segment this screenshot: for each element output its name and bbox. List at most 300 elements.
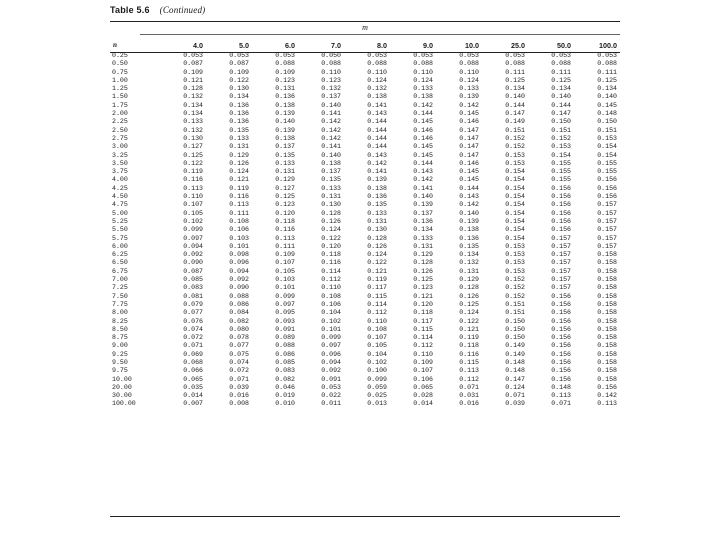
table-cell: 0.039 [229, 383, 249, 391]
table-cell: 0.139 [459, 93, 479, 101]
table-cell: 0.094 [183, 242, 203, 250]
table-cell: 0.137 [275, 143, 295, 151]
table-cell: 0.031 [459, 392, 479, 400]
table-cell: 0.110 [321, 284, 341, 292]
table-cell: 0.089 [275, 334, 295, 342]
table-cell: 0.158 [597, 367, 617, 375]
table-cell: 0.128 [321, 209, 341, 217]
table-cell: 0.133 [367, 209, 387, 217]
table-cell: 0.133 [413, 234, 433, 242]
table-cell: 0.130 [183, 134, 203, 142]
table-cell: 0.090 [183, 259, 203, 267]
table-row [110, 143, 620, 151]
table-cell: 0.153 [597, 134, 617, 142]
table-row [110, 60, 620, 68]
table-row [110, 135, 620, 143]
table-cell: 0.146 [459, 159, 479, 167]
table-cell: 0.151 [597, 126, 617, 134]
table-cell: 0.125 [459, 300, 479, 308]
table-cell: 0.135 [459, 242, 479, 250]
table-cell: 0.142 [459, 101, 479, 109]
data-table [110, 38, 620, 409]
table-row [110, 168, 620, 176]
header-row [110, 38, 620, 52]
table-cell: 0.053 [275, 52, 295, 59]
table-cell: 0.158 [597, 358, 617, 366]
table-cell: 0.146 [413, 126, 433, 134]
m-column-header: 4.0 [193, 40, 203, 50]
table-row [110, 293, 620, 301]
table-cell: 0.111 [275, 242, 295, 250]
table-cell: 0.053 [183, 52, 203, 59]
table-cell: 0.156 [551, 358, 571, 366]
table-cell: 0.116 [275, 226, 295, 234]
table-cell: 0.135 [367, 201, 387, 209]
table-cell: 0.099 [367, 375, 387, 383]
table-cell: 0.076 [183, 317, 203, 325]
m-column-header: 7.0 [331, 40, 341, 50]
table-cell: 0.046 [275, 383, 295, 391]
table-row [110, 201, 620, 209]
table-cell: 0.140 [459, 209, 479, 217]
table-cell: 0.136 [229, 110, 249, 118]
table-cell: 0.124 [367, 76, 387, 84]
table-cell: 0.106 [229, 226, 249, 234]
table-cell: 0.136 [413, 217, 433, 225]
table-cell: 0.156 [551, 342, 571, 350]
table-cell: 0.016 [229, 392, 249, 400]
table-cell: 0.105 [367, 342, 387, 350]
table-cell: 0.096 [321, 350, 341, 358]
table-cell: 0.092 [183, 251, 203, 259]
m-spanner-rule [140, 34, 620, 35]
table-cell: 0.154 [505, 226, 525, 234]
table-cell: 0.141 [321, 143, 341, 151]
bottom-rule [110, 516, 620, 517]
table-cell: 0.154 [505, 184, 525, 192]
n-value-cell: 2.50 [112, 126, 128, 134]
table-cell: 0.125 [551, 76, 571, 84]
table-cell: 0.118 [413, 309, 433, 317]
table-cell: 0.134 [183, 110, 203, 118]
n-value-cell: 5.75 [112, 234, 128, 242]
table-cell: 0.074 [183, 325, 203, 333]
table-cell: 0.140 [321, 101, 341, 109]
table-cell: 0.147 [459, 134, 479, 142]
table-cell: 0.119 [367, 276, 387, 284]
table-cell: 0.152 [505, 134, 525, 142]
table-cell: 0.110 [367, 68, 387, 76]
table-cell: 0.147 [459, 151, 479, 159]
table-cell: 0.138 [275, 101, 295, 109]
table-cell: 0.121 [413, 292, 433, 300]
table-cell: 0.152 [505, 276, 525, 284]
table-cell: 0.157 [551, 259, 571, 267]
table-cell: 0.157 [551, 242, 571, 250]
table-continued-label: (Continued) [159, 5, 206, 15]
table-cell: 0.096 [229, 259, 249, 267]
table-cell: 0.131 [275, 168, 295, 176]
n-value-cell: 20.00 [112, 383, 132, 391]
table-cell: 0.142 [597, 392, 617, 400]
table-cell: 0.093 [275, 317, 295, 325]
table-cell: 0.122 [459, 317, 479, 325]
n-value-cell: 10.00 [112, 375, 132, 383]
table-cell: 0.158 [597, 350, 617, 358]
table-cell: 0.158 [597, 342, 617, 350]
table-row [110, 110, 620, 118]
table-cell: 0.053 [367, 52, 387, 59]
table-row [110, 243, 620, 251]
table-cell: 0.144 [367, 134, 387, 142]
table-cell: 0.088 [321, 60, 341, 68]
table-cell: 0.119 [183, 168, 203, 176]
table-cell: 0.053 [229, 52, 249, 59]
table-cell: 0.144 [367, 118, 387, 126]
table-cell: 0.113 [183, 184, 203, 192]
table-cell: 0.158 [597, 334, 617, 342]
table-cell: 0.132 [459, 259, 479, 267]
table-cell: 0.125 [183, 151, 203, 159]
table-row [110, 342, 620, 350]
table-cell: 0.127 [183, 143, 203, 151]
table-cell: 0.147 [551, 110, 571, 118]
table-cell: 0.137 [413, 209, 433, 217]
table-cell: 0.123 [413, 284, 433, 292]
table-cell: 0.113 [597, 400, 617, 408]
table-row [110, 235, 620, 243]
table-cell: 0.156 [551, 209, 571, 217]
table-cell: 0.140 [551, 93, 571, 101]
table-cell: 0.088 [505, 60, 525, 68]
table-cell: 0.158 [597, 375, 617, 383]
table-cell: 0.086 [275, 350, 295, 358]
table-cell: 0.072 [229, 367, 249, 375]
table-cell: 0.107 [413, 367, 433, 375]
table-cell: 0.109 [183, 68, 203, 76]
table-cell: 0.116 [459, 350, 479, 358]
table-cell: 0.133 [413, 85, 433, 93]
table-cell: 0.086 [229, 300, 249, 308]
table-cell: 0.133 [183, 118, 203, 126]
table-cell: 0.145 [413, 118, 433, 126]
table-cell: 0.108 [367, 325, 387, 333]
table-cell: 0.118 [321, 251, 341, 259]
table-cell: 0.113 [459, 367, 479, 375]
n-value-cell: 4.75 [112, 201, 128, 209]
table-cell: 0.087 [183, 60, 203, 68]
n-value-cell: 5.50 [112, 226, 128, 234]
table-cell: 0.137 [321, 168, 341, 176]
table-cell: 0.071 [505, 392, 525, 400]
table-cell: 0.156 [597, 184, 617, 192]
table-cell: 0.083 [183, 284, 203, 292]
n-value-cell: 30.00 [112, 392, 132, 400]
table-cell: 0.119 [229, 184, 249, 192]
table-cell: 0.134 [597, 85, 617, 93]
table-cell: 0.080 [229, 325, 249, 333]
table-cell: 0.156 [551, 325, 571, 333]
table-cell: 0.098 [229, 251, 249, 259]
table-cell: 0.088 [367, 60, 387, 68]
table-cell: 0.147 [459, 143, 479, 151]
n-value-cell: 5.25 [112, 217, 128, 225]
table-cell: 0.104 [321, 309, 341, 317]
table-cell: 0.157 [597, 201, 617, 209]
table-cell: 0.115 [413, 325, 433, 333]
table-cell: 0.019 [275, 392, 295, 400]
n-value-cell: 3.25 [112, 151, 128, 159]
table-cell: 0.152 [505, 143, 525, 151]
table-cell: 0.131 [321, 193, 341, 201]
table-cell: 0.071 [229, 375, 249, 383]
table-cell: 0.156 [551, 226, 571, 234]
table-cell: 0.124 [459, 76, 479, 84]
m-column-header: 5.0 [239, 40, 249, 50]
n-value-cell: 8.25 [112, 317, 128, 325]
table-cell: 0.081 [183, 292, 203, 300]
table-cell: 0.131 [367, 217, 387, 225]
table-row [110, 351, 620, 359]
table-cell: 0.088 [413, 60, 433, 68]
table-cell: 0.075 [229, 350, 249, 358]
table-cell: 0.147 [505, 110, 525, 118]
table-cell: 0.022 [321, 392, 341, 400]
table-cell: 0.150 [551, 118, 571, 126]
table-cell: 0.053 [505, 52, 525, 59]
table-cell: 0.138 [321, 159, 341, 167]
table-cell: 0.087 [229, 60, 249, 68]
table-cell: 0.035 [183, 383, 203, 391]
table-cell: 0.071 [551, 400, 571, 408]
table-cell: 0.065 [413, 383, 433, 391]
table-cell: 0.077 [183, 309, 203, 317]
table-cell: 0.152 [505, 284, 525, 292]
table-cell: 0.097 [275, 300, 295, 308]
table-cell: 0.078 [229, 334, 249, 342]
table-cell: 0.150 [597, 118, 617, 126]
table-cell: 0.124 [367, 251, 387, 259]
table-cell: 0.151 [505, 300, 525, 308]
table-cell: 0.102 [367, 358, 387, 366]
table-cell: 0.118 [459, 342, 479, 350]
table-cell: 0.143 [459, 193, 479, 201]
n-value-cell: 3.50 [112, 159, 128, 167]
m-column-header: 8.0 [377, 40, 387, 50]
table-cell: 0.143 [413, 168, 433, 176]
table-cell: 0.144 [551, 101, 571, 109]
table-cell: 0.156 [551, 350, 571, 358]
table-cell: 0.158 [597, 284, 617, 292]
table-cell: 0.059 [367, 383, 387, 391]
table-row [110, 318, 620, 326]
table-row [110, 301, 620, 309]
table-cell: 0.112 [321, 276, 341, 284]
table-cell: 0.050 [321, 52, 341, 59]
table-cell: 0.136 [367, 193, 387, 201]
table-cell: 0.151 [551, 126, 571, 134]
table-cell: 0.128 [459, 284, 479, 292]
m-spanner-label: m [362, 23, 368, 32]
n-value-cell: 0.25 [112, 52, 128, 59]
table-cell: 0.156 [551, 201, 571, 209]
table-cell: 0.158 [597, 300, 617, 308]
m-column-header: 50.0 [557, 40, 571, 50]
table-cell: 0.153 [551, 143, 571, 151]
table-cell: 0.068 [183, 358, 203, 366]
table-cell: 0.121 [183, 76, 203, 84]
table-row [110, 152, 620, 160]
table-cell: 0.088 [551, 60, 571, 68]
table-cell: 0.157 [597, 217, 617, 225]
table-cell: 0.145 [413, 151, 433, 159]
table-cell: 0.101 [321, 325, 341, 333]
table-cell: 0.158 [597, 292, 617, 300]
table-cell: 0.154 [505, 201, 525, 209]
table-cell: 0.143 [367, 151, 387, 159]
table-cell: 0.154 [505, 176, 525, 184]
table-cell: 0.149 [505, 350, 525, 358]
table-cell: 0.139 [275, 126, 295, 134]
table-cell: 0.144 [505, 101, 525, 109]
n-value-cell: 1.25 [112, 85, 128, 93]
table-cell: 0.025 [367, 392, 387, 400]
table-cell: 0.111 [551, 68, 571, 76]
table-cell: 0.120 [413, 300, 433, 308]
table-cell: 0.140 [505, 93, 525, 101]
table-cell: 0.154 [551, 151, 571, 159]
n-value-cell: 8.00 [112, 309, 128, 317]
table-cell: 0.122 [183, 159, 203, 167]
table-cell: 0.142 [321, 134, 341, 142]
table-cell: 0.148 [597, 110, 617, 118]
table-row [110, 359, 620, 367]
n-value-cell: 4.50 [112, 193, 128, 201]
n-value-cell: 100.00 [112, 400, 136, 408]
table-cell: 0.129 [275, 176, 295, 184]
table-cell: 0.104 [367, 350, 387, 358]
table-cell: 0.053 [551, 52, 571, 59]
table-cell: 0.099 [275, 292, 295, 300]
table-cell: 0.134 [229, 93, 249, 101]
table-cell: 0.151 [505, 309, 525, 317]
table-cell: 0.103 [275, 276, 295, 284]
table-caption [110, 5, 205, 15]
n-value-cell: 9.75 [112, 367, 128, 375]
table-cell: 0.106 [413, 375, 433, 383]
table-cell: 0.079 [183, 300, 203, 308]
table-row [110, 392, 620, 400]
table-cell: 0.102 [321, 317, 341, 325]
table-cell: 0.157 [551, 251, 571, 259]
table-cell: 0.106 [321, 300, 341, 308]
n-value-cell: 3.75 [112, 168, 128, 176]
n-value-cell: 2.25 [112, 118, 128, 126]
table-cell: 0.142 [459, 201, 479, 209]
table-row [110, 400, 620, 408]
table-cell: 0.124 [229, 168, 249, 176]
table-cell: 0.114 [413, 334, 433, 342]
table-cell: 0.124 [505, 383, 525, 391]
n-value-cell: 1.75 [112, 101, 128, 109]
table-cell: 0.134 [183, 101, 203, 109]
table-cell: 0.016 [459, 400, 479, 408]
n-value-cell: 7.25 [112, 284, 128, 292]
table-cell: 0.008 [229, 400, 249, 408]
table-cell: 0.133 [321, 184, 341, 192]
table-cell: 0.124 [413, 76, 433, 84]
table-cell: 0.154 [505, 193, 525, 201]
table-cell: 0.156 [597, 383, 617, 391]
table-cell: 0.097 [183, 234, 203, 242]
table-cell: 0.126 [459, 292, 479, 300]
top-rule [110, 21, 620, 22]
table-cell: 0.097 [321, 342, 341, 350]
table-cell: 0.122 [367, 259, 387, 267]
table-cell: 0.092 [321, 367, 341, 375]
table-row [110, 102, 620, 110]
table-cell: 0.123 [275, 76, 295, 84]
table-cell: 0.154 [505, 234, 525, 242]
table-cell: 0.112 [413, 342, 433, 350]
table-cell: 0.140 [321, 151, 341, 159]
table-row [110, 77, 620, 85]
n-value-cell: 8.50 [112, 325, 128, 333]
table-cell: 0.156 [551, 193, 571, 201]
table-cell: 0.154 [505, 168, 525, 176]
table-cell: 0.146 [459, 118, 479, 126]
table-cell: 0.113 [229, 201, 249, 209]
table-cell: 0.142 [321, 126, 341, 134]
table-cell: 0.122 [229, 76, 249, 84]
table-cell: 0.131 [413, 242, 433, 250]
n-value-cell: 9.00 [112, 342, 128, 350]
table-row [110, 69, 620, 77]
table-cell: 0.109 [413, 358, 433, 366]
table-cell: 0.116 [229, 193, 249, 201]
m-column-header: 25.0 [511, 40, 525, 50]
table-row [110, 218, 620, 226]
table-cell: 0.121 [229, 176, 249, 184]
table-cell: 0.115 [367, 292, 387, 300]
table-cell: 0.088 [597, 60, 617, 68]
table-cell: 0.141 [321, 110, 341, 118]
table-cell: 0.117 [367, 284, 387, 292]
table-cell: 0.100 [367, 367, 387, 375]
table-cell: 0.088 [275, 60, 295, 68]
table-cell: 0.129 [459, 276, 479, 284]
table-cell: 0.126 [321, 217, 341, 225]
table-cell: 0.156 [551, 367, 571, 375]
table-cell: 0.133 [459, 85, 479, 93]
table-cell: 0.155 [551, 176, 571, 184]
table-cell: 0.144 [413, 159, 433, 167]
table-cell: 0.028 [413, 392, 433, 400]
table-cell: 0.146 [413, 134, 433, 142]
table-cell: 0.084 [229, 309, 249, 317]
table-cell: 0.125 [275, 193, 295, 201]
table-cell: 0.107 [367, 334, 387, 342]
table-cell: 0.145 [413, 143, 433, 151]
table-cell: 0.053 [321, 383, 341, 391]
m-column-header: 100.0 [599, 40, 617, 50]
table-cell: 0.140 [413, 193, 433, 201]
table-cell: 0.065 [183, 375, 203, 383]
table-cell: 0.131 [459, 267, 479, 275]
table-cell: 0.066 [183, 367, 203, 375]
table-cell: 0.122 [321, 234, 341, 242]
table-cell: 0.154 [597, 151, 617, 159]
